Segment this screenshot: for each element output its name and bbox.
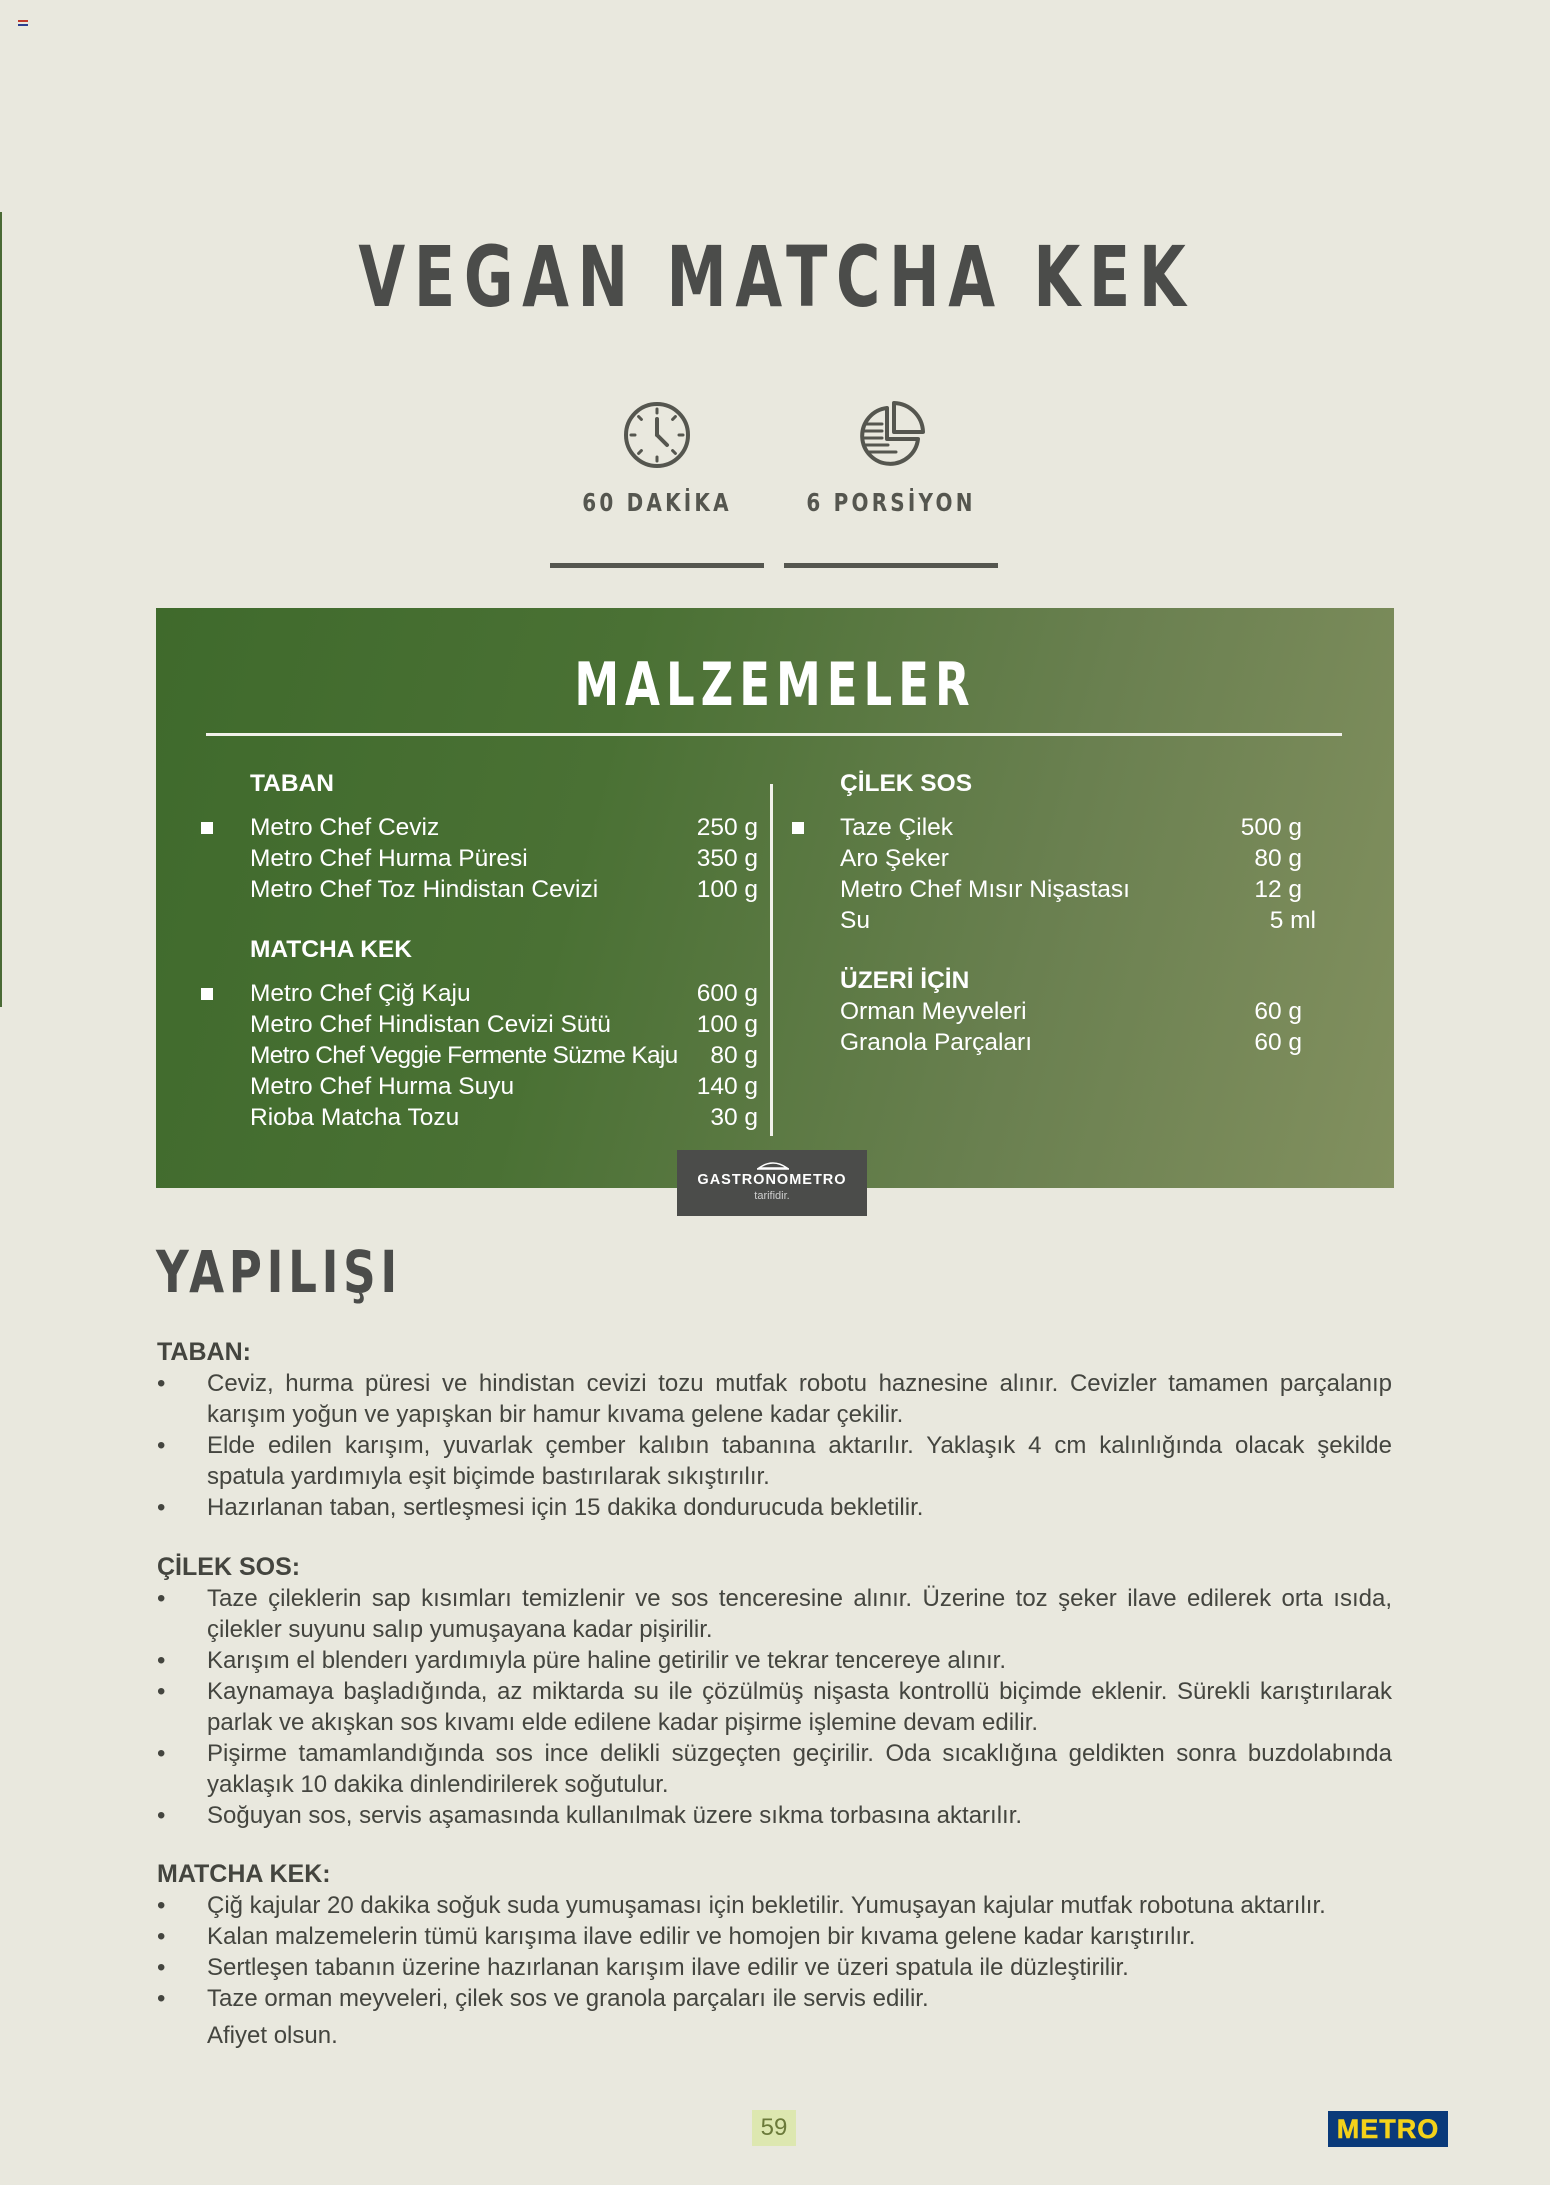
method-section-matcha xyxy=(157,1859,1392,2014)
bullet-square xyxy=(201,822,213,834)
method-step: • Elde edilen karışım, yuvarlak çember kalıbın tabanına aktarılır. Yaklaşık 4 cm kalınlığında olacak şekilde spatula yardımıyla eşit biçimde bastırılarak sıkıştırılır. xyxy=(157,1432,1392,1490)
left-edge-line xyxy=(0,212,2,1007)
ingredient-name: Granola Parçaları xyxy=(840,1029,1033,1056)
method-section-taban xyxy=(157,1337,1392,1523)
section-title-cilek: ÇİLEK SOS xyxy=(840,770,973,797)
method-section-title: ÇİLEK SOS: xyxy=(157,1553,301,1581)
bullet-square xyxy=(792,822,804,834)
ingredient-name: Metro Chef Hurma Püresi xyxy=(250,845,528,872)
method-section-title: MATCHA KEK: xyxy=(157,1860,331,1888)
ingredient-qty: 100 g xyxy=(696,1011,758,1038)
ingredients-list xyxy=(156,608,1394,1188)
method-step: • Kalan malzemelerin tümü karışıma ilave edilir ve homojen bir kıvama gelene kadar karıştırılır. xyxy=(157,1923,1196,1950)
ingredient-qty: 5 ml xyxy=(1269,907,1316,934)
ingredient-qty: 100 g xyxy=(696,876,758,903)
ingredient-name: Taze Çilek xyxy=(840,814,954,841)
method-step: • Çiğ kajular 20 dakika soğuk suda yumuşaması için bekletilir. Yumuşayan kajular mutfak robotuna aktarılır. xyxy=(157,1892,1326,1919)
bullet-square xyxy=(201,988,213,1000)
portion-info xyxy=(781,400,1001,517)
method-step: • Ceviz, hurma püresi ve hindistan cevizi tozu mutfak robotu haznesine alınır. Cevizler tamamen parçalanıp karışım yoğun ve yapışkan bir hamur kıvama gelene kadar çekilir. xyxy=(157,1370,1392,1428)
pie-chart-icon xyxy=(856,400,926,470)
ingredient-qty: 500 g xyxy=(1240,814,1302,841)
cloche-icon xyxy=(757,1158,789,1170)
ingredient-qty: 60 g xyxy=(1254,1029,1302,1056)
ingredient-name: Metro Chef Hindistan Cevizi Sütü xyxy=(250,1011,611,1038)
section-title-matcha: MATCHA KEK xyxy=(250,936,412,963)
ingredient-qty: 600 g xyxy=(696,980,758,1007)
portion-label: 6 PORSİYON xyxy=(806,488,976,517)
time-info xyxy=(547,400,767,517)
metro-logo-text: METRO xyxy=(1336,2113,1440,2144)
method-section-cilek xyxy=(157,1552,1392,1831)
badge-brand: GASTRONOMETRO xyxy=(697,1172,847,1188)
method-step: • Pişirme tamamlandığında sos ince delikli süzgeçten geçirilir. Oda sıcaklığına geldikten sonra buzdolabında yaklaşık 10 dakika dinlendirilerek soğutulur. xyxy=(157,1740,1392,1798)
ingredient-qty: 80 g xyxy=(1254,845,1302,872)
ingredient-name: Orman Meyveleri xyxy=(840,998,1027,1025)
ingredient-qty: 350 g xyxy=(696,845,758,872)
method-step: • Karışım el blenderı yardımıyla püre haline getirilir ve tekrar tencereye alınır. xyxy=(157,1647,1007,1674)
badge-subtitle: tarifidir. xyxy=(754,1190,790,1202)
ingredient-name: Metro Chef Toz Hindistan Cevizi xyxy=(250,876,599,903)
ingredient-name: Metro Chef Ceviz xyxy=(250,814,440,841)
method-step: • Taze orman meyveleri, çilek sos ve granola parçaları ile servis edilir. xyxy=(157,1985,929,2012)
ingredient-name: Metro Chef Hurma Suyu xyxy=(250,1073,515,1100)
ingredient-qty: 12 g xyxy=(1254,876,1302,903)
ingredient-qty: 30 g xyxy=(710,1104,758,1131)
metro-logo xyxy=(1328,2111,1448,2147)
section-title-uzeri: ÜZERİ İÇİN xyxy=(840,967,970,994)
ingredient-name: Metro Chef Çiğ Kaju xyxy=(250,980,471,1007)
method-heading: YAPILIŞI xyxy=(156,1238,402,1306)
ingredient-qty: 80 g xyxy=(710,1042,758,1069)
ingredient-qty: 250 g xyxy=(696,814,758,841)
ingredient-name: Metro Chef Veggie Fermente Süzme Kaju xyxy=(250,1042,678,1069)
time-label: 60 DAKİKA xyxy=(582,488,732,517)
ingredient-name: Su xyxy=(840,907,870,934)
recipe-title: VEGAN MATCHA KEK xyxy=(358,228,1195,326)
ingredient-name: Rioba Matcha Tozu xyxy=(250,1104,460,1131)
portion-underline xyxy=(784,563,998,568)
section-title-taban: TABAN xyxy=(250,770,334,797)
closing-note: Afiyet olsun. xyxy=(207,2022,338,2049)
page-number: 59 xyxy=(752,2110,796,2146)
ingredients-heading: MALZEMELER xyxy=(574,650,976,720)
method-step: • Sertleşen tabanın üzerine hazırlanan karışım ilave edilir ve üzeri spatula ile düzleştirilir. xyxy=(157,1954,1129,1981)
time-underline xyxy=(550,563,764,568)
ingredient-qty: 140 g xyxy=(696,1073,758,1100)
gastronometro-badge xyxy=(677,1150,867,1216)
corner-mark-icon xyxy=(18,20,28,26)
ingredient-name: Aro Şeker xyxy=(840,845,949,872)
ingredient-name: Metro Chef Mısır Nişastası xyxy=(840,876,1130,903)
clock-icon xyxy=(622,400,692,470)
method-section-title: TABAN: xyxy=(157,1338,251,1366)
ingredients-panel xyxy=(156,608,1394,1188)
method-step: • Kaynamaya başladığında, az miktarda su ile çözülmüş nişasta kontrollü biçimde eklenir. Sürekli karıştırılarak parlak ve akışkan sos kıvamı elde edilene kadar pişirme işlemine devam edilir. xyxy=(157,1678,1392,1736)
ingredient-qty: 60 g xyxy=(1254,998,1302,1025)
method-step: • Hazırlanan taban, sertleşmesi için 15 dakika dondurucuda bekletilir. xyxy=(157,1494,924,1521)
method-step: • Soğuyan sos, servis aşamasında kullanılmak üzere sıkma torbasına aktarılır. xyxy=(157,1802,1023,1829)
method-step: • Taze çileklerin sap kısımları temizlenir ve sos tenceresine alınır. Üzerine toz şeker ilave edilerek orta ısıda, çilekler suyunu salıp yumuşayana kadar pişirilir. xyxy=(157,1585,1392,1643)
